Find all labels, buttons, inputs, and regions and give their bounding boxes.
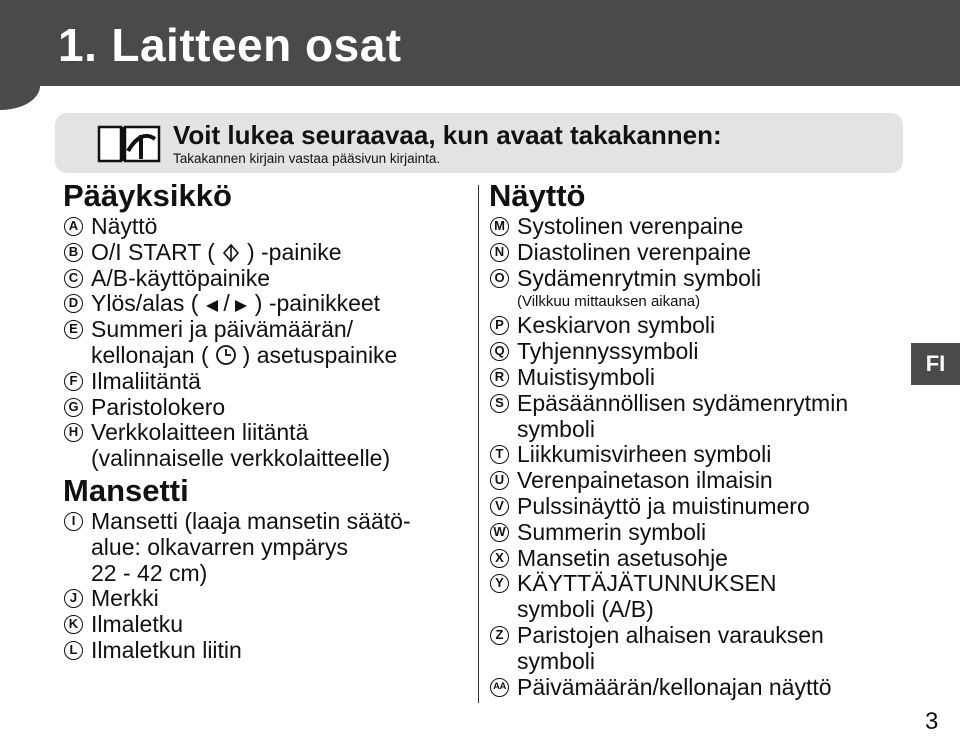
- clock-icon: [215, 344, 237, 366]
- chapter-title-text: Laitteen osat: [111, 19, 402, 71]
- item-text: symboli: [517, 415, 595, 442]
- chapter-number: 1.: [58, 19, 98, 71]
- item-text-part: ) -painike: [246, 238, 342, 265]
- item-label: A: [64, 217, 83, 236]
- item-label: O: [490, 269, 509, 288]
- item-text-part: ) asetuspainike: [242, 341, 398, 368]
- page-number: 3: [925, 708, 939, 735]
- header-curve: [0, 86, 40, 110]
- item-label: D: [64, 294, 83, 313]
- back-cover-note: [55, 113, 903, 173]
- item-label: M: [490, 217, 509, 236]
- item-label: Z: [490, 626, 509, 645]
- column-divider: [478, 185, 479, 703]
- open-book-icon: [97, 121, 163, 165]
- list-item: [489, 675, 909, 701]
- start-arrows-icon: [221, 243, 241, 263]
- item-text: Keskiarvon symboli: [517, 312, 716, 339]
- item-text: Ilmaletkun liitin: [91, 636, 242, 663]
- item-text: [91, 291, 473, 317]
- item-text: Mansetti (laaja mansetin säätö-: [91, 507, 411, 534]
- item-text: Ilmaletku: [91, 611, 184, 638]
- list-item: [489, 339, 909, 365]
- item-text-part: /: [223, 290, 230, 317]
- item-text: Paristojen alhaisen varauksen: [517, 621, 824, 648]
- item-text: (valinnaiselle verkkolaitteelle): [91, 445, 391, 472]
- item-label: S: [490, 394, 509, 413]
- chapter-title: [58, 18, 402, 72]
- right-column: [489, 178, 909, 700]
- item-label: B: [64, 243, 83, 262]
- list-item: [489, 546, 909, 572]
- list-item: [63, 214, 473, 240]
- list-item: [489, 240, 909, 266]
- item-text-part: kellonajan (: [91, 341, 209, 368]
- item-label: J: [64, 589, 83, 608]
- item-label: I: [64, 512, 83, 531]
- list-item: [489, 468, 909, 494]
- display-title: Näyttö: [489, 178, 586, 213]
- item-label: F: [64, 372, 83, 391]
- list-item: [63, 395, 473, 421]
- item-text-part: O/I START (: [91, 238, 215, 265]
- item-text: symboli: [517, 647, 595, 674]
- item-text: Näyttö: [91, 213, 158, 239]
- item-text: Verkkolaitteen liitäntä: [91, 419, 309, 446]
- left-column: [63, 178, 473, 664]
- item-text: Tyhjennyssymboli: [517, 338, 699, 365]
- list-item: [489, 365, 909, 391]
- item-text: symboli (A/B): [517, 596, 654, 623]
- item-label: H: [64, 423, 83, 442]
- chapter-header: [0, 0, 960, 86]
- item-text: Summeri ja päivämäärän/: [91, 316, 354, 343]
- main-unit-title: Pääyksikkö: [63, 178, 232, 213]
- item-text: 22 - 42 cm): [91, 559, 208, 586]
- item-text: Sydämenrytmin symboli: [517, 264, 762, 291]
- item-label: Y: [490, 574, 509, 593]
- item-text: Pulssinäyttö ja muistinumero: [517, 492, 810, 519]
- item-note: (Vilkkuu mittauksen aikana): [517, 293, 701, 311]
- item-text: Summerin symboli: [517, 518, 707, 545]
- list-item: [63, 638, 473, 664]
- list-item: [489, 623, 909, 675]
- item-text: Diastolinen verenpaine: [517, 238, 751, 265]
- item-label: L: [64, 641, 83, 660]
- note-heading: Voit lukea seuraavaa, kun avaat takakannen:: [173, 120, 722, 150]
- item-label: G: [64, 398, 83, 417]
- item-label: C: [64, 269, 83, 288]
- item-label: U: [490, 471, 509, 490]
- list-item: [63, 291, 473, 317]
- item-text: Ilmaliitäntä: [91, 367, 201, 394]
- list-item: [63, 586, 473, 612]
- item-text: Merkki: [91, 585, 159, 612]
- item-label: P: [490, 316, 509, 335]
- item-text: [91, 343, 473, 369]
- triangle-right-icon: [233, 298, 249, 314]
- item-text: Päivämäärän/kellonajan näyttö: [517, 673, 832, 700]
- list-item: [489, 391, 909, 443]
- item-text-part: Ylös/alas (: [91, 290, 199, 317]
- item-label: K: [64, 615, 83, 634]
- cuff-title: Mansetti: [63, 472, 189, 508]
- list-item: [63, 612, 473, 638]
- item-text: Liikkumisvirheen symboli: [517, 441, 772, 468]
- item-label: E: [64, 320, 83, 339]
- item-text: Systolinen verenpaine: [517, 213, 744, 239]
- list-item: [489, 442, 909, 468]
- item-text: [91, 240, 473, 266]
- item-label: Q: [490, 342, 509, 361]
- list-item: [489, 313, 909, 339]
- list-item: [489, 571, 909, 623]
- note-subtext: Takakannen kirjain vastaa pääsivun kirjainta.: [173, 151, 441, 166]
- item-text: Mansetin asetusohje: [517, 544, 728, 571]
- item-text: Verenpainetason ilmaisin: [517, 467, 773, 494]
- list-item: [63, 420, 473, 472]
- item-label: AA: [490, 678, 509, 697]
- list-item: [63, 266, 473, 292]
- item-label: W: [490, 523, 509, 542]
- item-text: alue: olkavarren ympärys: [91, 533, 348, 560]
- item-text: KÄYTTÄJÄTUNNUKSEN: [517, 570, 777, 597]
- item-label: R: [490, 368, 509, 387]
- item-label: T: [490, 445, 509, 464]
- item-text: Paristolokero: [91, 393, 226, 420]
- list-item: [489, 520, 909, 546]
- item-text: Epäsäännöllisen sydämenrytmin: [517, 389, 849, 416]
- list-item: [63, 509, 473, 586]
- language-tab: FI: [911, 343, 960, 385]
- list-item: [489, 214, 909, 240]
- list-item: [489, 266, 909, 314]
- list-item: [63, 317, 473, 369]
- list-item: [63, 369, 473, 395]
- item-label: X: [490, 549, 509, 568]
- item-text: Muistisymboli: [517, 363, 656, 390]
- list-item: [489, 494, 909, 520]
- item-label: V: [490, 497, 509, 516]
- triangle-left-icon: [204, 298, 220, 314]
- item-text-part: ) -painikkeet: [254, 290, 381, 317]
- list-item: [63, 240, 473, 266]
- item-label: N: [490, 243, 509, 262]
- item-text: A/B-käyttöpainike: [91, 264, 270, 291]
